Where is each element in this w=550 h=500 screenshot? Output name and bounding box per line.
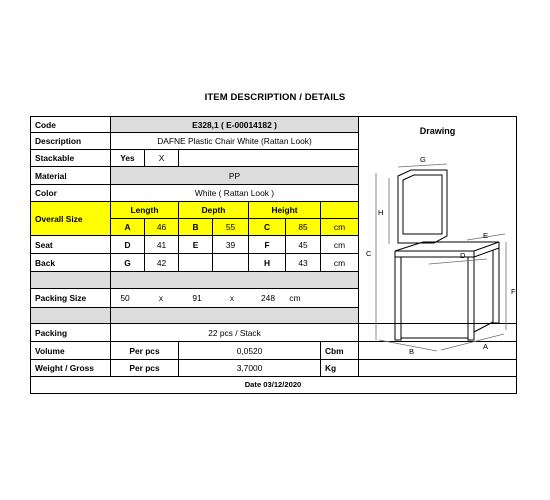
stackable-mark: X	[158, 153, 165, 163]
weight-unit: Kg	[325, 363, 337, 373]
weight-label: Weight / Gross	[35, 363, 94, 373]
seat-label: Seat	[35, 239, 53, 250]
packing-size-v3: 248	[261, 293, 275, 303]
diagram-label-e: E	[483, 231, 489, 240]
volume-label: Volume	[35, 345, 65, 356]
packing-spacer-bg	[30, 307, 358, 323]
height-header: Height	[271, 205, 298, 215]
dim-h-label: H	[263, 257, 271, 268]
dim-g-label: G	[124, 257, 131, 268]
overall-size-label: Overall Size	[35, 213, 83, 224]
code-value: E328,1 ( E-00014182 )	[192, 119, 277, 130]
material-value: PP	[228, 170, 241, 181]
packing-value: 22 pcs / Stack	[208, 327, 261, 338]
material-label: Material	[35, 170, 67, 181]
packing-size-x2: x	[229, 293, 235, 303]
dim-c-value: 85	[298, 222, 308, 232]
dim-a-value: 46	[156, 222, 167, 232]
depth-header: Depth	[201, 205, 226, 215]
diagram-label-h: H	[378, 208, 384, 217]
dim-h-value: 43	[298, 257, 308, 268]
stackable-yes: Yes	[120, 153, 135, 163]
dim-a-label: A	[124, 222, 131, 232]
seat-unit: cm	[333, 239, 346, 250]
diagram-label-a: A	[483, 342, 489, 351]
overall-unit: cm	[333, 222, 346, 232]
dim-e-value: 39	[225, 239, 236, 250]
packing-size-x1: x	[158, 293, 164, 303]
dim-b-value: 55	[225, 222, 236, 232]
volume-unit: Cbm	[325, 345, 344, 356]
packing-label: Packing	[35, 327, 68, 338]
color-value: White ( Rattan Look )	[194, 188, 275, 198]
volume-per: Per pcs	[129, 345, 160, 356]
diagram-label-d: D	[460, 251, 466, 260]
dim-d-label: D	[124, 239, 131, 250]
dim-f-label: F	[264, 239, 270, 250]
diagram-label-b: B	[409, 347, 415, 356]
back-unit: cm	[333, 257, 346, 268]
dim-c-label: C	[263, 222, 271, 232]
diagram-label-c: C	[366, 249, 372, 258]
volume-value: 0,0520	[236, 345, 263, 356]
code-label: Code	[35, 119, 56, 130]
chair-dimension-diagram	[359, 140, 516, 376]
page-title: ITEM DESCRIPTION / DETAILS	[204, 92, 346, 103]
description-value: DAFNE Plastic Chair White (Rattan Look)	[157, 136, 312, 146]
diagram-label-f: F	[511, 287, 516, 296]
dim-e-label: E	[192, 239, 199, 250]
weight-value: 3,7000	[236, 363, 263, 373]
stackable-label: Stackable	[35, 153, 75, 163]
dim-g-value: 42	[156, 257, 167, 268]
date-label: Date 03/12/2020	[244, 380, 302, 389]
drawing-label: Drawing	[419, 126, 456, 136]
weight-per: Per pcs	[129, 363, 160, 373]
packing-size-unit: cm	[289, 293, 301, 303]
packing-size-v2: 91	[192, 293, 202, 303]
packing-size-v1: 50	[120, 293, 130, 303]
diagram-label-g: G	[420, 155, 426, 164]
packing-size-label: Packing Size	[35, 293, 87, 303]
back-spacer-bg	[30, 271, 358, 288]
color-label: Color	[35, 188, 57, 198]
dim-f-value: 45	[298, 239, 308, 250]
description-label: Description	[35, 136, 82, 146]
length-header: Length	[130, 205, 159, 215]
dim-d-value: 41	[156, 239, 167, 250]
dim-b-label: B	[192, 222, 199, 232]
back-label: Back	[35, 257, 56, 268]
